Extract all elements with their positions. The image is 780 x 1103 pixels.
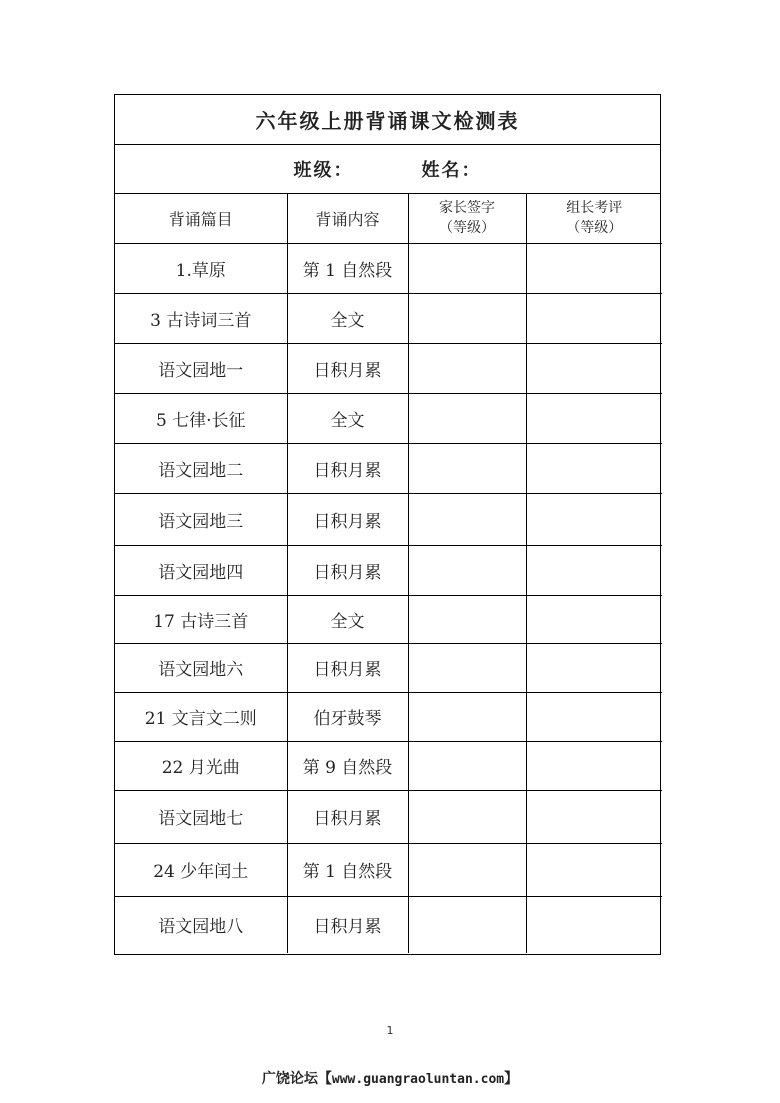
table-row	[115, 643, 662, 692]
table-row	[115, 343, 662, 393]
table-row	[115, 790, 662, 843]
row-content-cell: 伯牙鼓琴	[287, 692, 408, 741]
leader-evaluation-cell[interactable]	[526, 493, 662, 545]
row-title-cell: 语文园地六	[115, 643, 287, 692]
parent-signature-cell[interactable]	[408, 595, 526, 643]
leader-evaluation-cell[interactable]	[526, 393, 662, 443]
table-row	[115, 393, 662, 443]
row-title-cell: 24 少年闰土	[115, 843, 287, 896]
row-title-cell: 语文园地一	[115, 343, 287, 393]
parent-signature-cell[interactable]	[408, 343, 526, 393]
table-row	[115, 493, 662, 545]
leader-evaluation-cell[interactable]	[526, 595, 662, 643]
table-row	[115, 443, 662, 493]
leader-evaluation-cell[interactable]	[526, 643, 662, 692]
parent-signature-cell[interactable]	[408, 393, 526, 443]
parent-signature-cell[interactable]	[408, 243, 526, 293]
parent-signature-cell[interactable]	[408, 493, 526, 545]
header-parent-line2: （等级）	[439, 220, 495, 237]
leader-evaluation-cell[interactable]	[526, 243, 662, 293]
table-row	[115, 243, 662, 293]
row-content-cell: 日积月累	[287, 493, 408, 545]
leader-evaluation-cell[interactable]	[526, 896, 662, 953]
row-content-cell: 日积月累	[287, 343, 408, 393]
header-row	[115, 194, 662, 243]
header-title: 背诵篇目	[115, 194, 287, 243]
row-title-cell: 语文园地八	[115, 896, 287, 953]
row-title-cell: 语文园地三	[115, 493, 287, 545]
row-content-cell: 第 9 自然段	[287, 741, 408, 790]
row-title-cell: 22 月光曲	[115, 741, 287, 790]
header-parent-signature	[408, 194, 526, 243]
row-title-cell: 1.草原	[115, 243, 287, 293]
name-label: 姓名：	[421, 160, 482, 181]
header-leader-evaluation	[526, 194, 662, 243]
header-leader-line2: （等级）	[566, 220, 623, 237]
parent-signature-cell[interactable]	[408, 692, 526, 741]
table-title: 六年级上册背诵课文检测表	[115, 95, 660, 145]
leader-evaluation-cell[interactable]	[526, 790, 662, 843]
table-row	[115, 843, 662, 896]
leader-evaluation-cell[interactable]	[526, 293, 662, 343]
table-row	[115, 741, 662, 790]
parent-signature-cell[interactable]	[408, 545, 526, 595]
leader-evaluation-cell[interactable]	[526, 741, 662, 790]
footer	[0, 1068, 780, 1088]
leader-evaluation-cell[interactable]	[526, 843, 662, 896]
row-content-cell: 日积月累	[287, 545, 408, 595]
parent-signature-cell[interactable]	[408, 643, 526, 692]
table-row	[115, 692, 662, 741]
parent-signature-cell[interactable]	[408, 741, 526, 790]
row-content-cell: 全文	[287, 393, 408, 443]
row-title-cell: 21 文言文二则	[115, 692, 287, 741]
parent-signature-cell[interactable]	[408, 293, 526, 343]
header-parent-line1: 家长签字	[439, 200, 495, 217]
parent-signature-cell[interactable]	[408, 843, 526, 896]
row-content-cell: 日积月累	[287, 643, 408, 692]
row-content-cell: 日积月累	[287, 790, 408, 843]
footer-site: 广饶论坛【	[261, 1071, 332, 1087]
row-title-cell: 语文园地七	[115, 790, 287, 843]
row-title-cell: 语文园地四	[115, 545, 287, 595]
row-title-cell: 语文园地二	[115, 443, 287, 493]
table-row	[115, 595, 662, 643]
recitation-grid	[115, 194, 662, 953]
row-title-cell: 5 七律·长征	[115, 393, 287, 443]
recitation-checklist-table	[114, 94, 661, 955]
row-content-cell: 第 1 自然段	[287, 243, 408, 293]
leader-evaluation-cell[interactable]	[526, 545, 662, 595]
leader-evaluation-cell[interactable]	[526, 343, 662, 393]
table-row	[115, 545, 662, 595]
leader-evaluation-cell[interactable]	[526, 443, 662, 493]
leader-evaluation-cell[interactable]	[526, 692, 662, 741]
row-content-cell: 全文	[287, 595, 408, 643]
page-number: 1	[386, 1024, 394, 1037]
row-content-cell: 日积月累	[287, 443, 408, 493]
header-leader-line1: 组长考评	[566, 200, 623, 217]
table-row	[115, 293, 662, 343]
row-title-cell: 3 古诗词三首	[115, 293, 287, 343]
footer-url[interactable]: www.guangraoluntan.com	[331, 1072, 505, 1087]
class-name-row	[115, 145, 660, 194]
row-content-cell: 日积月累	[287, 896, 408, 953]
row-content-cell: 全文	[287, 293, 408, 343]
header-content: 背诵内容	[287, 194, 408, 243]
table-row	[115, 896, 662, 953]
parent-signature-cell[interactable]	[408, 443, 526, 493]
footer-close: 】	[504, 1071, 519, 1087]
parent-signature-cell[interactable]	[408, 896, 526, 953]
class-label: 班级：	[293, 160, 354, 181]
row-content-cell: 第 1 自然段	[287, 843, 408, 896]
row-title-cell: 17 古诗三首	[115, 595, 287, 643]
parent-signature-cell[interactable]	[408, 790, 526, 843]
